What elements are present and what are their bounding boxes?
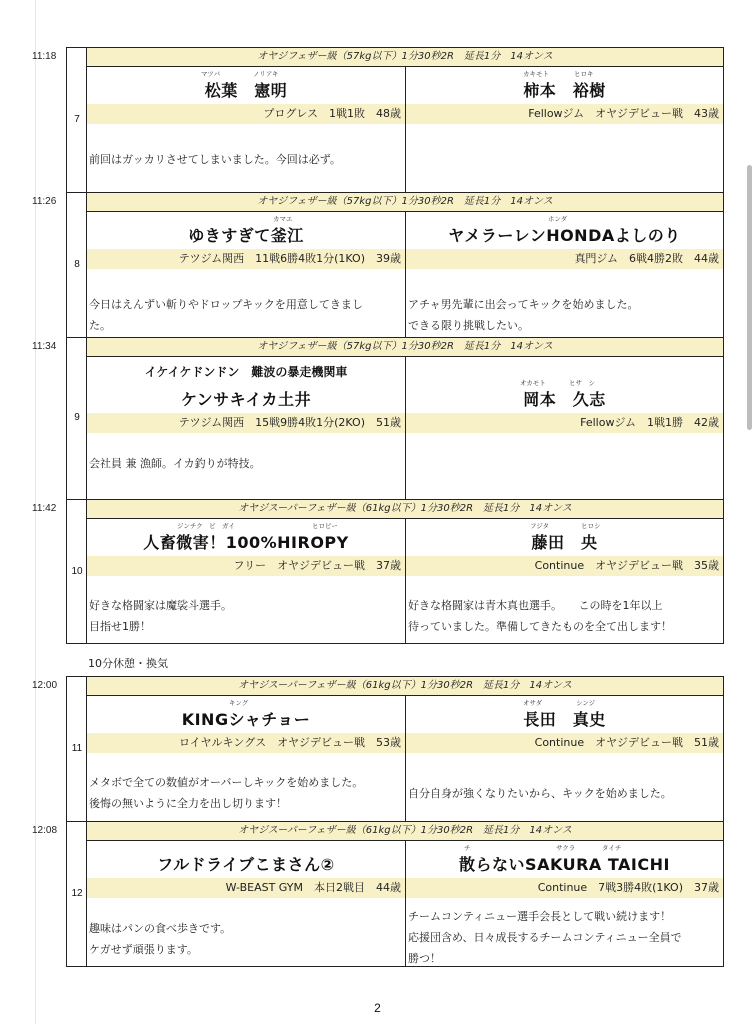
bout-body (87, 519, 723, 643)
bout-number-column (67, 500, 87, 643)
bout-time: 11:18 (32, 51, 57, 62)
reading-text: フジタ (530, 522, 549, 530)
bout-body (87, 841, 723, 966)
comment-line: 応援団含め、日々成長するチームコンティニュー全員で (408, 931, 682, 944)
fighter-info: Continue オヤジデビュー戦 51歳 (406, 733, 723, 753)
bout-frame (66, 47, 724, 193)
bout-number-column (67, 338, 87, 499)
comment-line: 勝つ！ (408, 952, 441, 965)
fighter-info: フリー オヤジデビュー戦 37歳 (87, 556, 405, 576)
reading-text: オサダ (523, 699, 543, 707)
scrollbar[interactable] (745, 0, 755, 1024)
fighter-left (87, 357, 405, 499)
reading-text: オカモト (520, 379, 546, 387)
reading-text: カキモト (523, 70, 549, 78)
bout-number: 11 (71, 743, 83, 754)
reading-text: ヒロキ (574, 70, 594, 78)
fighter-left (87, 841, 405, 966)
fighter-info: W-BEAST GYM 本日2戦目 44歳 (87, 878, 405, 898)
fighter-comment (89, 918, 401, 960)
fighter-info: プログレス 1戦1敗 48歳 (87, 104, 405, 124)
fighter-name: 藤田 央 (531, 533, 598, 552)
bout-block (30, 192, 724, 338)
bout-block (30, 821, 724, 967)
comment-line: ケガせず頑張ります。 (89, 943, 198, 956)
reading-text: チ (464, 844, 471, 852)
comment-line: できる限り挑戦したい。 (408, 319, 529, 332)
bout-number: 7 (74, 114, 80, 125)
bout-number-column (67, 677, 87, 821)
reading-text: ノリアキ (253, 70, 279, 78)
fighter-left (87, 67, 405, 192)
reading-text: ジンチク ビ ガイ (177, 522, 235, 530)
bout-number: 8 (74, 259, 80, 270)
fighter-name: 人畜微害！100%HIROPY (143, 533, 349, 552)
bout-time: 11:26 (32, 196, 57, 207)
bout-frame (66, 337, 724, 500)
reading-text: タイチ (602, 844, 622, 852)
reading-text: サクラ (556, 844, 576, 852)
fighter-comment (89, 149, 401, 170)
fighter-name: 長田 真史 (523, 710, 606, 729)
name-reading (87, 69, 405, 78)
bout-division-header: オヤジフェザー級（57kg以下）1分30秒2R 延長1分 14オンス (87, 338, 723, 357)
fighter-comment (89, 772, 401, 814)
comment-line: 好きな格闘家は青木真也選手。 この時を1年以上 (408, 599, 663, 612)
bout-frame (66, 676, 724, 822)
bout-block (30, 47, 724, 193)
comment-line: 待っていました。準備してきたものを全て出します！ (408, 620, 672, 633)
bout-frame (66, 499, 724, 644)
fighter-left (87, 519, 405, 643)
bout-body (87, 357, 723, 499)
comment-line: 好きな格闘家は魔裟斗選手。 (89, 599, 232, 612)
fighter-name: 松葉 憲明 (204, 81, 288, 100)
fighter-name: ゆきすぎて釜江 (188, 226, 304, 245)
name-reading (406, 698, 723, 707)
bout-number-column (67, 193, 87, 337)
reading-text: マツバ (201, 70, 221, 78)
fighter-comment (408, 783, 719, 804)
bout-division-header: オヤジスーパーフェザー級（61kg以下）1分30秒2R 延長1分 14オンス (87, 677, 723, 696)
reading-text: ヒサ シ (569, 379, 595, 387)
fighter-info: テツジム関西 15戦9勝4敗1分(2KO) 51歳 (87, 413, 405, 433)
break-note: 10分休憩・換気 (88, 657, 168, 670)
comment-line: 自分自身が強くなりたいから、キックを始めました。 (408, 787, 672, 800)
fighter-name: KINGシャチョー (181, 710, 311, 729)
page-number: 2 (374, 1001, 381, 1015)
name-reading (406, 843, 723, 852)
name-reading (87, 214, 405, 223)
fighter-right (406, 841, 723, 966)
reading-text: カマエ (273, 215, 293, 223)
bout-body (87, 67, 723, 192)
comment-line: 前回はガッカリさせてしまいました。今回は必ず。 (89, 153, 341, 166)
comment-line: 今日はえんずい斬りやドロップキックを用意してきまし (89, 298, 363, 311)
bout-time: 11:42 (32, 503, 57, 514)
reading-text: ヒロピー (312, 522, 338, 530)
comment-line: チームコンティニュー選手会長として戦い続けます！ (408, 910, 672, 923)
bout-number-column (67, 48, 87, 192)
fighter-info: ロイヤルキングス オヤジデビュー戦 53歳 (87, 733, 405, 753)
name-reading (406, 214, 723, 223)
bout-time: 12:00 (32, 680, 58, 691)
bout-time: 11:34 (32, 341, 57, 352)
bout-time: 12:08 (32, 825, 58, 836)
fighter-comment (89, 453, 401, 474)
fighter-comment (408, 294, 719, 336)
reading-text: ホンダ (548, 215, 568, 223)
bout-number-column (67, 822, 87, 966)
fighter-name: フルドライブこまさん② (157, 855, 335, 874)
name-reading (406, 521, 723, 530)
bout-number: 12 (71, 888, 83, 899)
bout-division-header: オヤジスーパーフェザー級（61kg以下）1分30秒2R 延長1分 14オンス (87, 500, 723, 519)
fighter-right (406, 212, 723, 337)
fighter-name: ヤメラーレンHONDAよしのり (448, 226, 681, 245)
comment-line: た。 (89, 319, 111, 332)
bout-block (30, 676, 724, 822)
name-reading (406, 378, 723, 387)
fighter-comment (408, 595, 719, 637)
fighter-comment (89, 294, 401, 336)
comment-line: 後悔の無いように全力を出し切ります！ (89, 797, 287, 810)
fighter-name: 岡本 久志 (523, 390, 606, 409)
bout-number: 9 (74, 412, 80, 423)
fighter-info: Continue オヤジデビュー戦 35歳 (406, 556, 723, 576)
fighter-info: テツジム関西 11戦6勝4敗1分(1KO) 39歳 (87, 249, 405, 269)
name-reading (406, 69, 723, 78)
fighter-right (406, 357, 723, 499)
fighter-comment (89, 595, 401, 637)
bout-block (30, 337, 724, 500)
fighter-info: Fellowジム オヤジデビュー戦 43歳 (406, 104, 723, 124)
comment-line: メタボで全ての数値がオーバーしキックを始めました。 (89, 776, 364, 789)
reading-text: キング (229, 699, 249, 707)
comment-line: 目指せ1勝！ (89, 620, 151, 633)
fighter-info: 真門ジム 6戦4勝2敗 44歳 (406, 249, 723, 269)
reading-text: シンジ (576, 699, 596, 707)
scrollbar-thumb[interactable] (747, 165, 752, 430)
comment-line: 趣味はパンの食べ歩きです。 (89, 922, 232, 935)
fighter-name: 散らないSAKURA TAICHI (459, 855, 670, 874)
name-reading (87, 521, 405, 530)
fighter-nickname: イケイケドンドン 難波の暴走機関車 (144, 365, 348, 379)
bout-number: 10 (71, 566, 83, 577)
bout-frame (66, 192, 724, 338)
bout-division-header: オヤジスーパーフェザー級（61kg以下）1分30秒2R 延長1分 14オンス (87, 822, 723, 841)
fighter-name: ケンサキイカ土井 (180, 390, 312, 409)
bout-block (30, 499, 724, 644)
fighter-right (406, 696, 723, 821)
fighter-name: 柿本 裕樹 (523, 81, 606, 100)
fighter-comment (408, 906, 719, 969)
fighter-left (87, 212, 405, 337)
comment-line: 会社員 兼 漁師。イカ釣りが特技。 (89, 457, 261, 470)
fighter-info: Fellowジム 1戦1勝 42歳 (406, 413, 723, 433)
fighter-right (406, 67, 723, 192)
bout-body (87, 212, 723, 337)
bout-division-header: オヤジフェザー級（57kg以下）1分30秒2R 延長1分 14オンス (87, 48, 723, 67)
fighter-info: Continue 7戦3勝4敗(1KO) 37歳 (406, 878, 723, 898)
fighter-left (87, 696, 405, 821)
bout-frame (66, 821, 724, 967)
reading-text: ヒロシ (581, 522, 601, 530)
bout-body (87, 696, 723, 821)
comment-line: アチャ男先輩に出会ってキックを始めました。 (408, 298, 639, 311)
name-reading (87, 698, 405, 707)
fighter-right (406, 519, 723, 643)
bout-division-header: オヤジフェザー級（57kg以下）1分30秒2R 延長1分 14オンス (87, 193, 723, 212)
